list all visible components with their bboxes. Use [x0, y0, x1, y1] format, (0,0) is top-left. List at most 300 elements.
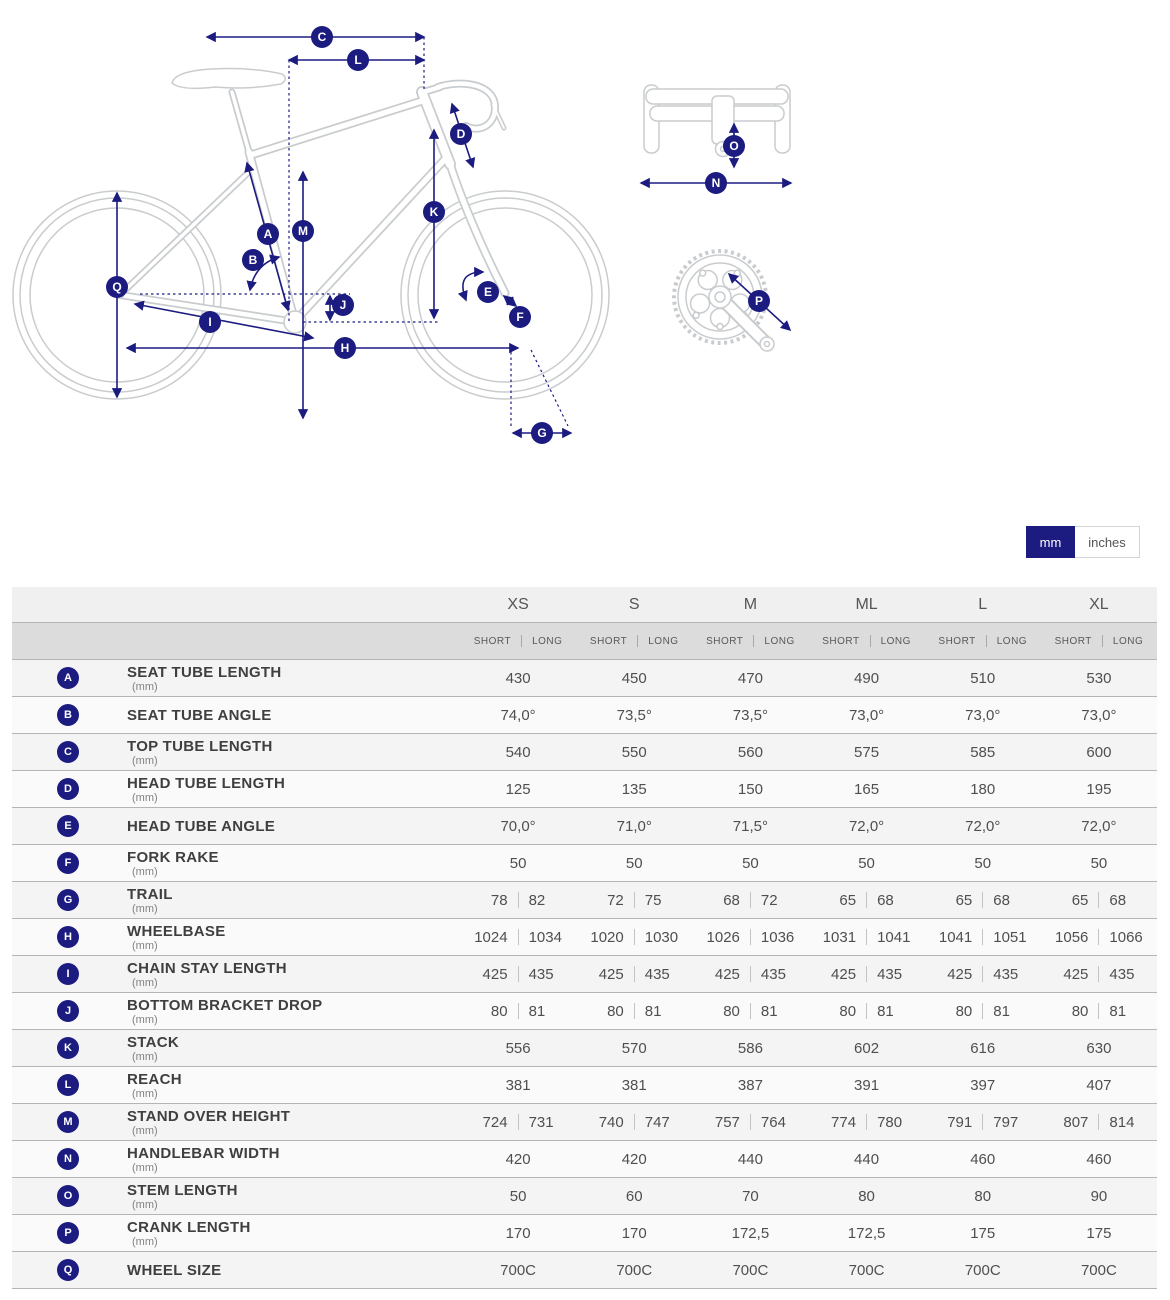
value-cell: [1041, 1114, 1157, 1131]
row-letter-badge: F: [57, 852, 79, 874]
value-separator: [518, 929, 519, 945]
short-value: 791: [947, 1113, 973, 1131]
value-cell: 60: [625, 1187, 643, 1205]
row-letter-badge: M: [57, 1111, 79, 1133]
units-inches-button[interactable]: inches: [1075, 526, 1140, 558]
handlebar-front-view: [644, 85, 790, 157]
row-label: WHEEL SIZE: [127, 1261, 222, 1279]
short-value: 425: [1063, 965, 1089, 983]
long-value: 1066: [1109, 928, 1143, 946]
reference-lines: [140, 37, 568, 426]
split-value: [1041, 892, 1157, 909]
split-value: [1041, 1003, 1157, 1020]
value-separator: [982, 1003, 983, 1019]
long-value: 81: [528, 1002, 546, 1020]
value-separator: [866, 1114, 867, 1130]
row-unit: (mm): [132, 939, 158, 952]
value-separator: [866, 1003, 867, 1019]
value-cell: [460, 1003, 576, 1020]
value-cell: 430: [505, 669, 531, 687]
value-cell: [808, 966, 924, 983]
long-value: 68: [993, 891, 1010, 909]
table-row: [12, 1178, 1157, 1215]
value-cell: 510: [970, 669, 996, 687]
short-value: 1020: [590, 928, 624, 946]
split-value: [808, 929, 924, 946]
header-separator: [870, 635, 871, 647]
value-cell: 570: [621, 1039, 647, 1057]
value-cell: 70,0°: [500, 817, 536, 835]
split-value: [808, 966, 924, 983]
size-column-header: L: [978, 595, 988, 613]
value-cell: 150: [737, 780, 763, 798]
value-cell: 50: [509, 854, 527, 872]
short-value: 807: [1063, 1113, 1089, 1131]
long-value: 72: [760, 891, 778, 909]
long-value: 435: [644, 965, 670, 983]
value-separator: [750, 1114, 751, 1130]
diagram-badge-c: [311, 26, 333, 48]
row-letter-badge: G: [57, 889, 79, 911]
long-value: 81: [644, 1002, 662, 1020]
value-cell: 420: [505, 1150, 531, 1168]
geometry-diagram: [0, 0, 1170, 500]
value-cell: 175: [970, 1224, 996, 1242]
short-header-label: SHORT: [938, 635, 976, 647]
value-cell: 170: [621, 1224, 647, 1242]
row-label: TOP TUBE LENGTH (mm): [127, 737, 273, 767]
value-cell: [925, 1114, 1041, 1131]
value-cell: 460: [1086, 1150, 1112, 1168]
table-row: [12, 1215, 1157, 1252]
value-cell: 585: [970, 743, 996, 761]
split-value: [576, 966, 692, 983]
long-header-label: LONG: [880, 635, 911, 647]
row-label: STAND OVER HEIGHT (mm): [127, 1107, 291, 1137]
value-separator: [518, 1114, 519, 1130]
value-separator: [1098, 892, 1099, 908]
value-cell: [576, 1114, 692, 1131]
value-cell: [925, 966, 1041, 983]
value-cell: 540: [505, 743, 531, 761]
row-unit: (mm): [132, 1050, 158, 1063]
header-separator: [986, 635, 987, 647]
short-value: 425: [482, 965, 508, 983]
long-value: 435: [993, 965, 1019, 983]
value-cell: 700C: [848, 1261, 885, 1279]
table-row: [12, 1252, 1157, 1289]
value-separator: [634, 892, 635, 908]
diagram-badge-g: [531, 422, 553, 444]
table-row: [12, 697, 1157, 734]
value-separator: [634, 1114, 635, 1130]
row-label: REACH (mm): [127, 1070, 182, 1100]
value-cell: [808, 929, 924, 946]
value-cell: 73,0°: [1081, 706, 1117, 724]
value-cell: [692, 1114, 808, 1131]
value-separator: [1098, 1003, 1099, 1019]
value-cell: 73,0°: [848, 706, 885, 724]
value-cell: 172,5: [731, 1224, 770, 1242]
split-value: [808, 1114, 924, 1131]
diagram-badge-i: [199, 311, 221, 333]
bike-geometry-svg: [0, 0, 1170, 500]
split-value: [692, 892, 808, 909]
value-cell: 630: [1086, 1039, 1112, 1057]
table-row: [12, 1067, 1157, 1104]
row-letter-badge: P: [57, 1222, 79, 1244]
diagram-badge-f: [509, 306, 531, 328]
value-cell: 440: [737, 1150, 763, 1168]
frame-outline: [120, 84, 505, 322]
value-cell: [576, 929, 692, 946]
short-value: 1031: [822, 928, 857, 946]
diagram-badge-p: [748, 290, 770, 312]
header-separator: [521, 635, 522, 647]
value-cell: 70: [742, 1187, 759, 1205]
value-cell: 700C: [964, 1261, 1001, 1279]
value-cell: 73,0°: [965, 706, 1001, 724]
value-cell: 550: [621, 743, 647, 761]
row-label: HEAD TUBE ANGLE: [127, 817, 276, 835]
value-cell: 50: [625, 854, 643, 872]
value-cell: 50: [742, 854, 759, 872]
row-label-cell: [12, 923, 460, 952]
short-value: 425: [947, 965, 973, 983]
short-header-label: SHORT: [589, 635, 628, 647]
value-cell: 172,5: [847, 1224, 886, 1242]
value-cell: 195: [1086, 780, 1112, 798]
diagram-badge-m: [292, 220, 314, 242]
value-cell: [460, 966, 576, 983]
value-cell: [925, 1003, 1041, 1020]
value-separator: [1098, 929, 1099, 945]
row-letter-badge: H: [57, 926, 79, 948]
value-cell: 391: [854, 1076, 880, 1094]
short-value: 65: [839, 891, 857, 909]
short-value: 78: [490, 891, 508, 909]
saddle: [172, 69, 285, 89]
split-value: [1041, 966, 1157, 983]
short-value: 757: [714, 1113, 740, 1131]
value-cell: [925, 929, 1041, 946]
long-value: 75: [644, 891, 662, 909]
value-cell: [808, 1114, 924, 1131]
value-separator: [750, 929, 751, 945]
value-cell: 72,0°: [848, 817, 885, 835]
row-unit: (mm): [132, 1124, 158, 1137]
split-value: [1041, 1114, 1157, 1131]
row-unit: (mm): [132, 865, 158, 878]
value-cell: [460, 929, 576, 946]
value-cell: [576, 892, 692, 909]
split-value: [925, 966, 1041, 983]
short-value: 72: [607, 891, 624, 909]
table-row: [12, 1141, 1157, 1178]
row-label: FORK RAKE (mm): [127, 848, 219, 878]
row-label-cell: [12, 1034, 460, 1063]
short-value: 68: [723, 891, 740, 909]
value-separator: [518, 966, 519, 982]
diagram-badge-o: [723, 135, 745, 157]
value-cell: 700C: [1080, 1261, 1117, 1279]
value-cell: 170: [505, 1224, 531, 1242]
row-letter-badge: A: [57, 667, 79, 689]
value-cell: 616: [970, 1039, 996, 1057]
long-value: 797: [993, 1113, 1019, 1131]
value-cell: 381: [621, 1076, 647, 1094]
value-cell: 71,5°: [732, 817, 768, 835]
value-separator: [866, 929, 867, 945]
long-header-label: LONG: [1112, 635, 1144, 647]
row-unit: (mm): [132, 976, 158, 989]
value-cell: 125: [505, 780, 531, 798]
header-separator: [1102, 635, 1103, 647]
long-value: 68: [877, 891, 894, 909]
svg-text:N: N: [711, 176, 721, 190]
value-separator: [1098, 966, 1099, 982]
split-value: [460, 929, 576, 946]
arrow-F: [504, 296, 516, 306]
value-cell: 700C: [732, 1261, 769, 1279]
value-cell: 50: [974, 854, 992, 872]
shortlong-header: [460, 635, 576, 647]
row-label: SEAT TUBE ANGLE: [127, 706, 272, 724]
value-cell: [1041, 892, 1157, 909]
svg-text:I: I: [208, 315, 212, 329]
svg-text:P: P: [754, 294, 764, 308]
size-column-header: ML: [855, 595, 878, 613]
value-cell: [692, 929, 808, 946]
svg-text:Q: Q: [112, 280, 122, 294]
long-value: 1041: [877, 928, 911, 946]
value-cell: 175: [1086, 1224, 1112, 1242]
row-letter-badge: I: [57, 963, 79, 985]
units-mm-button[interactable]: mm: [1026, 526, 1075, 558]
split-value: [576, 892, 692, 909]
row-label: STEM LENGTH (mm): [127, 1181, 238, 1211]
value-separator: [750, 892, 751, 908]
long-value: 1034: [528, 928, 562, 946]
svg-text:E: E: [483, 285, 493, 299]
value-cell: [925, 892, 1041, 909]
long-value: 780: [877, 1113, 903, 1131]
short-value: 724: [482, 1113, 508, 1131]
split-value: [808, 892, 924, 909]
svg-text:L: L: [354, 53, 362, 67]
short-value: 80: [839, 1002, 857, 1020]
value-separator: [750, 1003, 751, 1019]
value-separator: [866, 966, 867, 982]
long-value: 82: [528, 891, 546, 909]
row-label-cell: [12, 704, 460, 726]
diagram-badge-e: [477, 281, 499, 303]
svg-text:J: J: [339, 298, 347, 312]
row-label-cell: [12, 1071, 460, 1100]
long-value: 435: [760, 965, 786, 983]
value-cell: [460, 1114, 576, 1131]
split-value: [925, 1003, 1041, 1020]
split-value: [460, 966, 576, 983]
short-value: 1026: [706, 928, 740, 946]
diagram-badge-a: [257, 223, 279, 245]
row-label-cell: [12, 775, 460, 804]
row-label-cell: [12, 1219, 460, 1248]
long-value: 1030: [644, 928, 679, 946]
value-cell: 381: [505, 1076, 531, 1094]
split-value: [460, 892, 576, 909]
value-cell: 135: [621, 780, 647, 798]
subheader-row: [12, 623, 1157, 660]
short-value: 80: [723, 1002, 740, 1020]
value-cell: 700C: [500, 1261, 536, 1279]
value-cell: [1041, 1003, 1157, 1020]
short-header-label: SHORT: [822, 635, 860, 647]
long-value: 435: [1109, 965, 1135, 983]
short-value: 1041: [938, 928, 973, 946]
short-value: 425: [714, 965, 740, 983]
value-separator: [982, 929, 983, 945]
row-letter-badge: C: [57, 741, 79, 763]
value-cell: 50: [1090, 854, 1108, 872]
row-label: TRAIL (mm): [127, 885, 173, 915]
svg-text:M: M: [298, 224, 308, 238]
table-row: [12, 660, 1157, 697]
split-value: [576, 1114, 692, 1131]
long-value: 747: [644, 1113, 670, 1131]
long-value: 764: [760, 1113, 786, 1131]
value-cell: 90: [1090, 1187, 1108, 1205]
value-cell: 600: [1086, 743, 1112, 761]
short-value: 80: [607, 1002, 624, 1020]
diagram-badge-h: [334, 337, 356, 359]
value-separator: [982, 1114, 983, 1130]
value-cell: 73,5°: [616, 706, 652, 724]
value-cell: [692, 966, 808, 983]
row-letter-badge: L: [57, 1074, 79, 1096]
value-cell: 74,0°: [500, 706, 536, 724]
split-value: [576, 929, 692, 946]
table-row: [12, 734, 1157, 771]
value-cell: [460, 892, 576, 909]
table-row: [12, 1104, 1157, 1141]
value-cell: 530: [1086, 669, 1112, 687]
short-value: 80: [490, 1002, 508, 1020]
value-cell: 700C: [616, 1261, 653, 1279]
value-cell: 460: [970, 1150, 996, 1168]
row-label-cell: [12, 1108, 460, 1137]
value-cell: [808, 892, 924, 909]
row-label-cell: [12, 815, 460, 837]
row-letter-badge: B: [57, 704, 79, 726]
split-value: [576, 1003, 692, 1020]
long-value: 814: [1109, 1113, 1135, 1131]
row-label: HANDLEBAR WIDTH (mm): [127, 1144, 280, 1174]
size-column-header: S: [628, 595, 640, 613]
row-label-cell: [12, 1145, 460, 1174]
value-cell: 71,0°: [616, 817, 652, 835]
row-letter-badge: J: [57, 1000, 79, 1022]
value-separator: [634, 1003, 635, 1019]
units-toggle: [1026, 526, 1140, 558]
short-value: 774: [831, 1113, 857, 1131]
row-unit: (mm): [132, 902, 158, 915]
row-label: BOTTOM BRACKET DROP (mm): [127, 996, 323, 1026]
long-header-label: LONG: [996, 635, 1028, 647]
value-separator: [982, 892, 983, 908]
row-unit: (mm): [132, 1013, 158, 1026]
diagram-badge-q: [106, 276, 128, 298]
value-cell: 450: [621, 669, 647, 687]
value-cell: 575: [854, 743, 880, 761]
shortlong-header: [692, 635, 808, 647]
row-label-cell: [12, 1182, 460, 1211]
svg-text:C: C: [317, 30, 327, 44]
value-cell: 420: [621, 1150, 647, 1168]
row-unit: (mm): [132, 1198, 158, 1211]
value-cell: 560: [737, 743, 763, 761]
value-separator: [750, 966, 751, 982]
split-value: [692, 1003, 808, 1020]
value-cell: 440: [854, 1150, 880, 1168]
value-separator: [866, 892, 867, 908]
value-cell: 50: [858, 854, 875, 872]
short-header-label: SHORT: [706, 635, 744, 647]
short-value: 1024: [474, 928, 508, 946]
value-cell: [1041, 929, 1157, 946]
value-cell: 470: [737, 669, 763, 687]
size-column-header: M: [743, 595, 758, 613]
value-cell: 180: [970, 780, 996, 798]
value-cell: 73,5°: [732, 706, 768, 724]
row-letter-badge: O: [57, 1185, 79, 1207]
value-separator: [634, 966, 635, 982]
row-label-cell: [12, 960, 460, 989]
shortlong-header: [576, 635, 692, 647]
svg-text:K: K: [429, 205, 439, 219]
long-value: 81: [877, 1002, 894, 1020]
split-value: [808, 1003, 924, 1020]
value-separator: [982, 966, 983, 982]
header-separator: [637, 635, 638, 647]
value-separator: [1098, 1114, 1099, 1130]
row-label-cell: [12, 997, 460, 1026]
short-header-label: SHORT: [1054, 635, 1092, 647]
svg-text:F: F: [516, 310, 524, 324]
split-value: [925, 1114, 1041, 1131]
diagram-badge-n: [705, 172, 727, 194]
short-value: 1056: [1055, 928, 1089, 946]
row-letter-badge: K: [57, 1037, 79, 1059]
value-separator: [518, 1003, 519, 1019]
value-cell: 165: [854, 780, 880, 798]
split-value: [460, 1003, 576, 1020]
row-unit: (mm): [132, 1087, 158, 1100]
row-unit: (mm): [132, 1161, 158, 1174]
long-value: 81: [1109, 1002, 1127, 1020]
svg-text:O: O: [729, 139, 739, 153]
value-cell: 50: [509, 1187, 527, 1205]
row-label: CHAIN STAY LENGTH (mm): [127, 959, 287, 989]
size-column-header: XS: [507, 595, 529, 613]
table-row: [12, 845, 1157, 882]
diagram-badge-d: [450, 123, 472, 145]
short-value: 65: [1071, 891, 1089, 909]
table-row: [12, 771, 1157, 808]
row-letter-badge: N: [57, 1148, 79, 1170]
table-row: [12, 993, 1157, 1030]
split-value: [460, 1114, 576, 1131]
